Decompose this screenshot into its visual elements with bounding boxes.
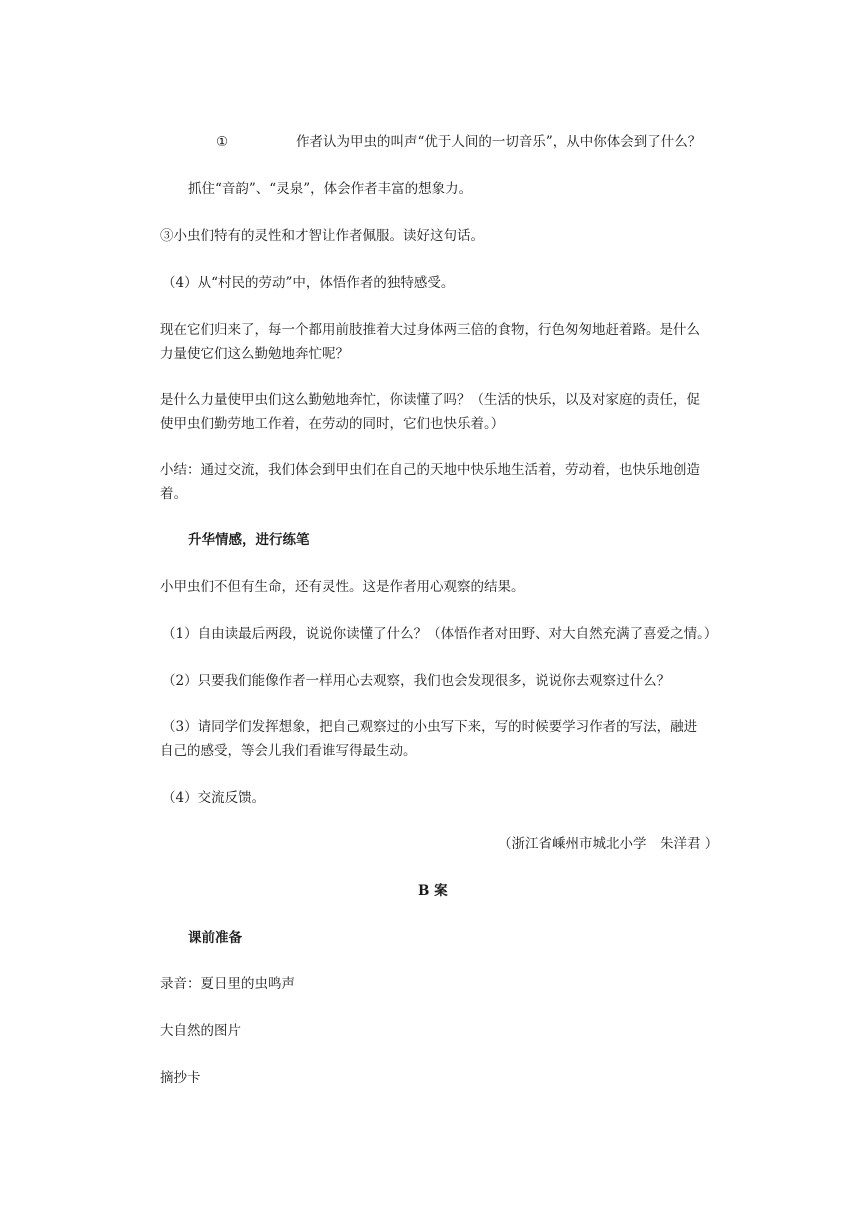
- section-b-title: B 案: [418, 883, 448, 899]
- paragraph-question-line1: 是什么力量使甲虫们这么勤勉地奔忙，你读懂了吗？（生活的快乐，以及对家庭的责任，促: [160, 392, 700, 408]
- section-heading: 升华情感，进行练笔: [188, 532, 310, 548]
- summary-line2: 着。: [160, 486, 187, 502]
- paragraph-question-line2: 使甲虫们勤劳地工作着，在劳动的同时，它们也快乐着。）: [160, 416, 505, 432]
- prep-item-card: 摘抄卡: [160, 1070, 201, 1086]
- paragraph-grasp: 抓住“音韵”、“灵泉”，体会作者丰富的想象力。: [188, 181, 473, 197]
- preparation-heading: 课前准备: [188, 930, 242, 946]
- task-2: （2）只要我们能像作者一样用心去观察，我们也会发现很多，说说你去观察过什么？: [162, 673, 671, 689]
- paragraph-3: ③小虫们特有的灵性和才智让作者佩服。读好这句话。: [160, 228, 484, 244]
- paragraph-quote-line2: 力量使它们这么勤勉地奔忙呢？: [160, 346, 349, 362]
- task-1: （1）自由读最后两段，说说你读懂了什么？（体悟作者对田野、对大自然充满了喜爱之情。）: [162, 626, 718, 642]
- task-4: （4）交流反馈。: [162, 790, 266, 806]
- task-3-line2: 自己的感受，等会儿我们看谁写得最生动。: [160, 743, 417, 759]
- question-1-text: 作者认为甲虫的叫声“优于人间的一切音乐”，从中你体会到了什么？: [296, 134, 702, 150]
- paragraph-intro: 小甲虫们不但有生命，还有灵性。这是作者用心观察的结果。: [160, 579, 525, 595]
- attribution: （浙江省嵊州市城北小学 朱洋君 ）: [498, 836, 719, 852]
- prep-item-pictures: 大自然的图片: [160, 1023, 241, 1039]
- prep-item-recording: 录音：夏日里的虫鸣声: [160, 976, 295, 992]
- summary-line1: 小结：通过交流，我们体会到甲虫们在自己的天地中快乐地生活着，劳动着，也快乐地创造: [160, 462, 700, 478]
- paragraph-quote-line1: 现在它们归来了，每一个都用前肢推着大过身体两三倍的食物，行色匆匆地赶着路。是什么: [160, 322, 700, 338]
- circled-number-1: ①: [216, 134, 229, 150]
- paragraph-4: （4）从“村民的劳动”中，体悟作者的独特感受。: [162, 275, 455, 291]
- task-3-line1: （3）请同学们发挥想象，把自己观察过的小虫写下来，写的时候要学习作者的写法，融进: [162, 719, 698, 735]
